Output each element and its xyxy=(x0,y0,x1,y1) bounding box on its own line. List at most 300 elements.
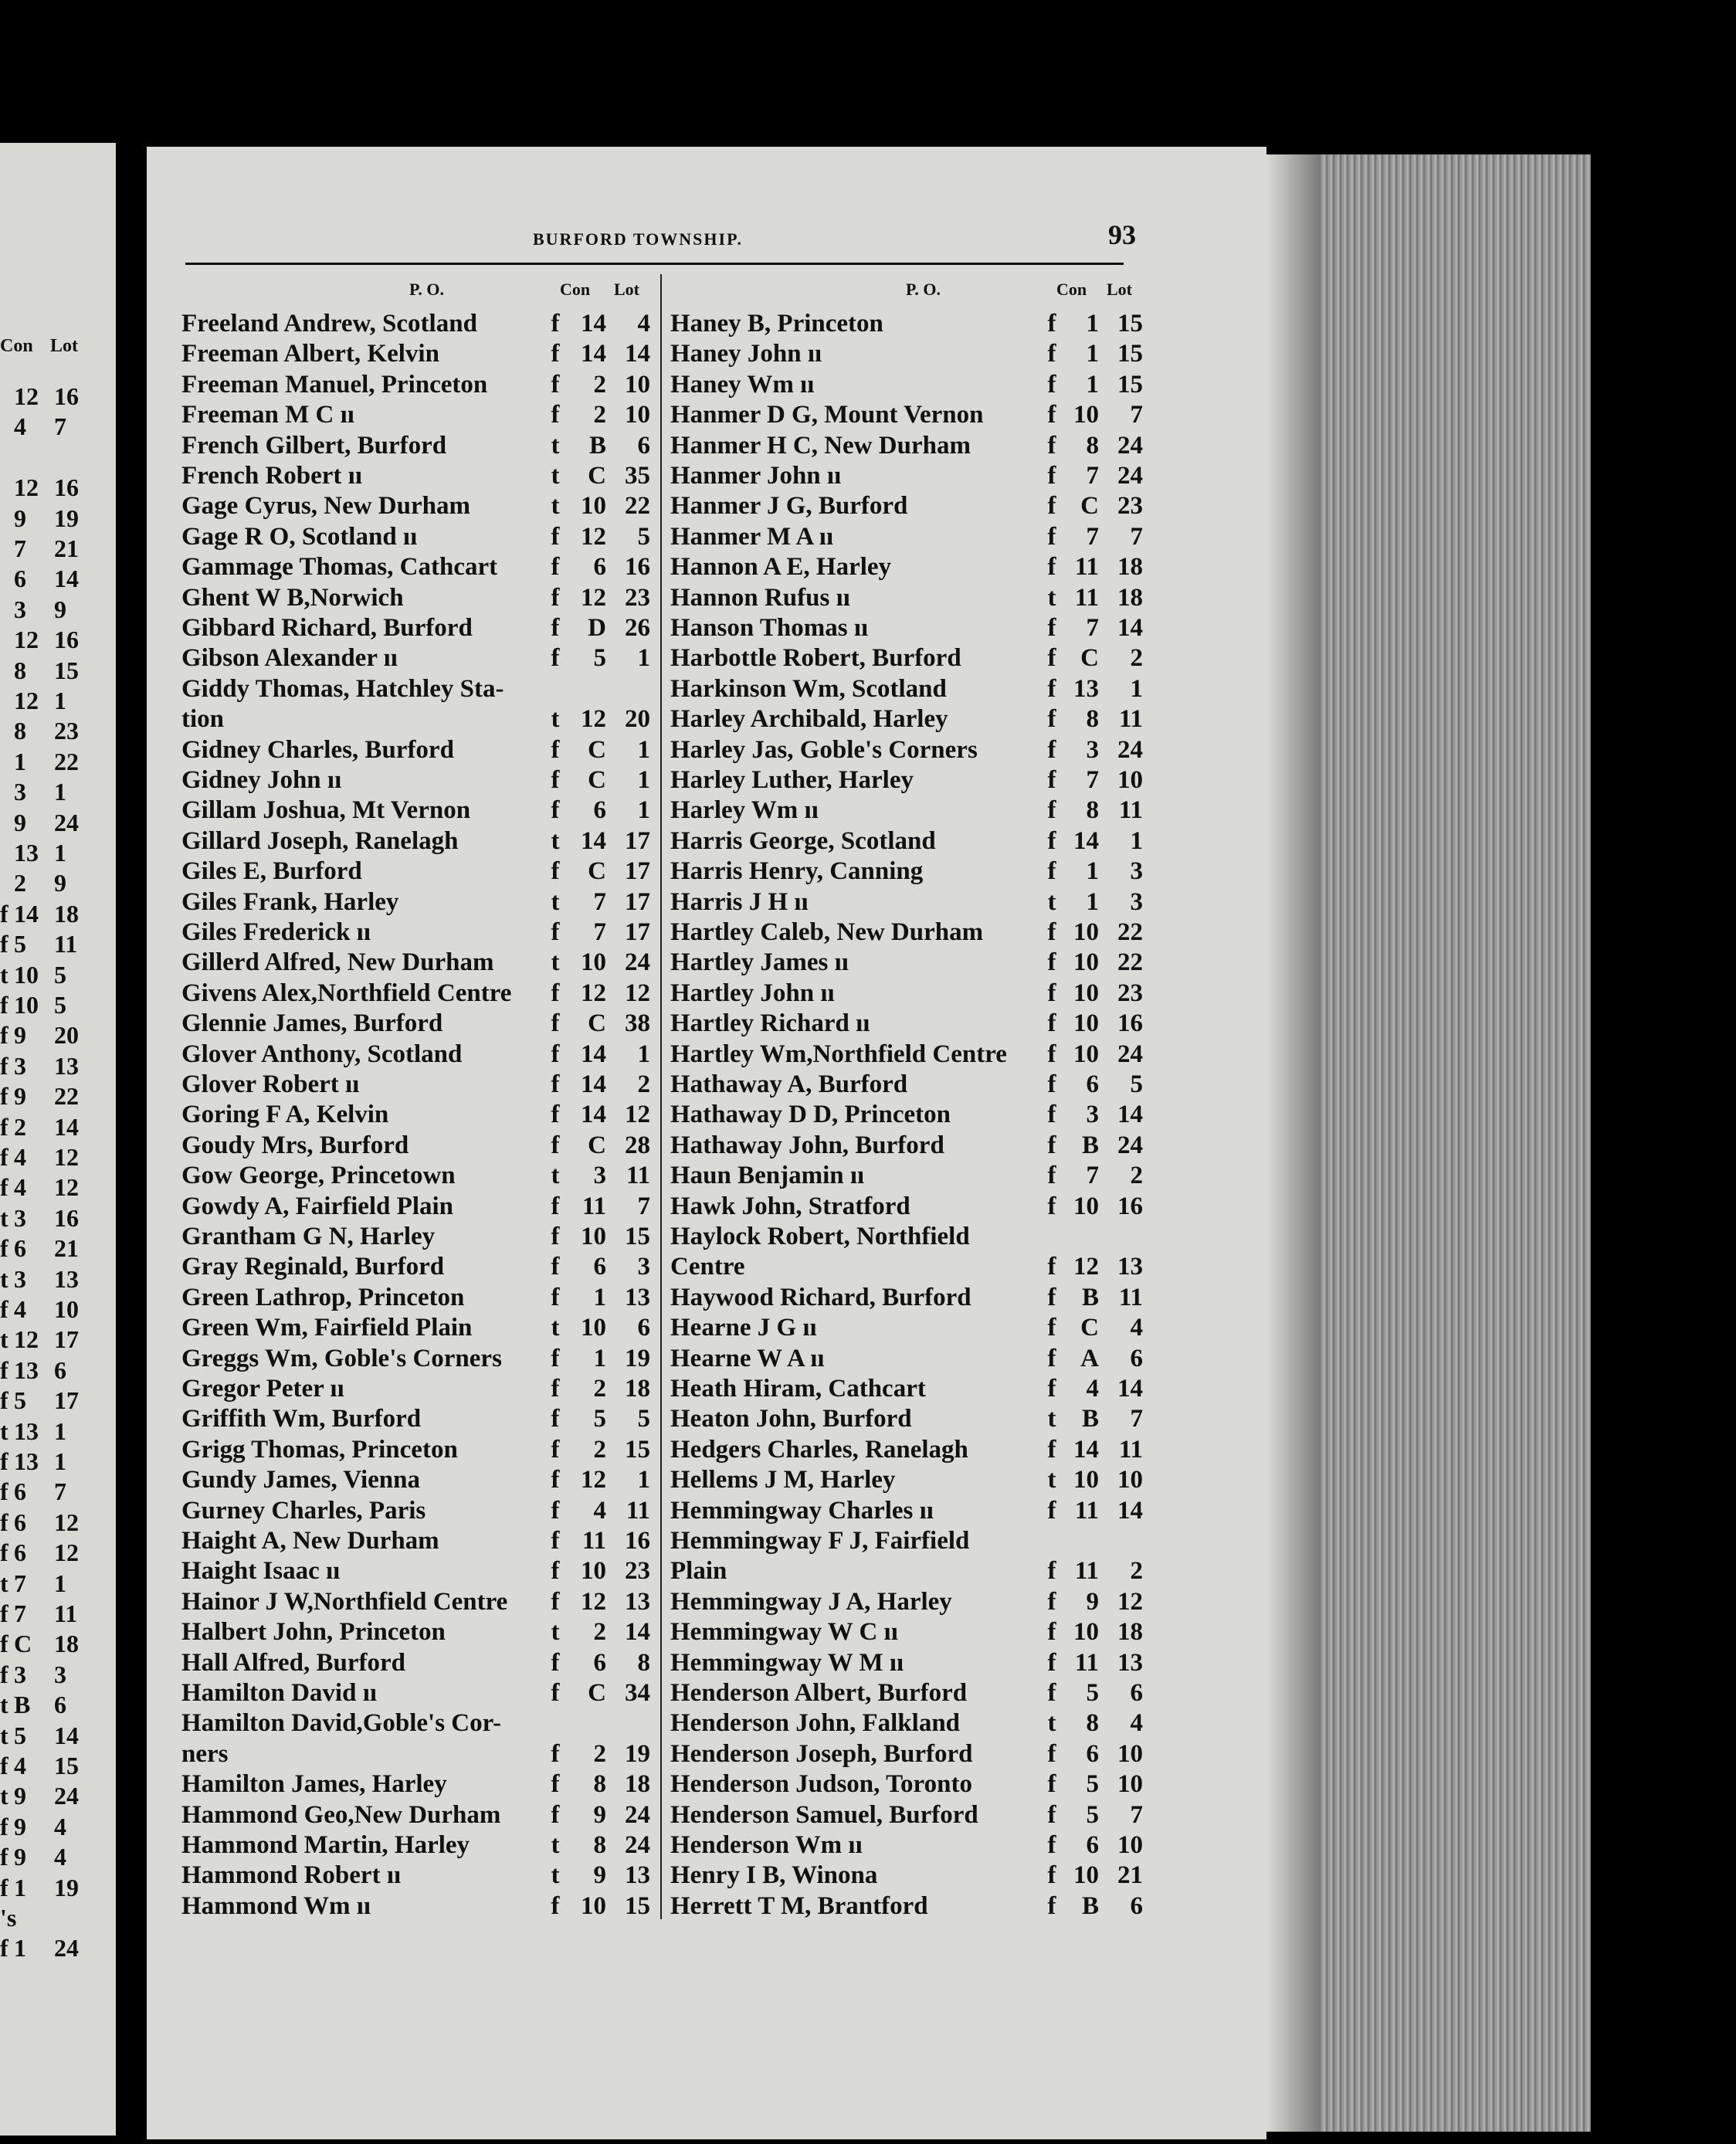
entry-name: ners xyxy=(181,1739,229,1768)
entry-lot: 24 xyxy=(1117,735,1143,764)
entry-concession: 6 xyxy=(1086,1070,1099,1098)
left-page-tenure: f xyxy=(0,991,8,1019)
entry-name: Hannon A E, Harley xyxy=(670,553,892,582)
left-page-concession: 4 xyxy=(14,1173,26,1202)
entry-name: Hammond Geo,New Durham xyxy=(181,1800,501,1829)
entry-concession: 7 xyxy=(1086,614,1099,642)
directory-entry xyxy=(670,1404,1165,1434)
entry-lot: 6 xyxy=(1130,1679,1143,1707)
entry-concession: C xyxy=(588,1131,606,1159)
entry-concession: 10 xyxy=(1073,1040,1099,1068)
entry-concession: 5 xyxy=(593,1405,606,1433)
directory-entry xyxy=(181,522,676,552)
left-page-concession: 3 xyxy=(14,1051,26,1080)
left-page-concession: 6 xyxy=(14,1538,26,1567)
entry-lot: 23 xyxy=(625,1557,650,1586)
directory-entry xyxy=(670,765,1165,796)
left-page-concession: 2 xyxy=(14,1112,26,1141)
left-page-tenure: t xyxy=(0,1203,8,1232)
left-page-con-header: Con xyxy=(0,336,33,356)
directory-entry xyxy=(181,887,676,918)
directory-entry xyxy=(181,613,676,643)
entry-name: Haywood Richard, Burford xyxy=(670,1283,971,1311)
left-page-row xyxy=(0,1021,116,1051)
directory-entry xyxy=(181,309,676,339)
lot-header: Lot xyxy=(614,280,639,299)
left-page-row xyxy=(0,687,116,717)
entry-name: Henderson John, Falkland xyxy=(670,1709,961,1738)
entry-concession: 9 xyxy=(1086,1587,1099,1616)
entry-concession: C xyxy=(1080,1314,1099,1342)
entry-tenure: f xyxy=(1047,340,1056,368)
entry-lot: 8 xyxy=(637,1648,650,1677)
left-page-concession: 4 xyxy=(14,1295,26,1323)
entry-tenure: f xyxy=(1047,674,1056,703)
entry-concession: 9 xyxy=(593,1861,606,1890)
entry-lot: 1 xyxy=(637,1040,650,1068)
left-page-row xyxy=(0,1600,116,1630)
left-page-row xyxy=(0,1295,116,1325)
left-page-lot: 6 xyxy=(54,1691,66,1719)
left-page-concession: 12 xyxy=(14,1325,39,1354)
entry-lot: 20 xyxy=(625,705,650,734)
left-page-row xyxy=(0,565,116,595)
directory-entry xyxy=(670,1739,1165,1769)
entry-name: Haylock Robert, Northfield xyxy=(670,1223,970,1250)
entry-concession: 11 xyxy=(581,1527,606,1555)
left-page-concession: 9 xyxy=(14,1843,26,1871)
entry-concession: D xyxy=(588,614,606,642)
entry-lot: 5 xyxy=(637,522,650,551)
directory-entry xyxy=(670,1496,1165,1526)
con-header: Con xyxy=(560,280,591,299)
entry-concession: 10 xyxy=(1073,979,1099,1007)
left-page-concession: 4 xyxy=(14,412,26,441)
directory-entry xyxy=(181,339,676,369)
entry-lot: 13 xyxy=(625,1861,650,1890)
left-page-concession: 9 xyxy=(14,504,26,532)
entry-lot: 2 xyxy=(1130,1557,1143,1586)
entry-tenure: f xyxy=(551,340,560,368)
entry-tenure: f xyxy=(551,1131,560,1159)
left-page-lot: 16 xyxy=(54,626,79,654)
left-page-row xyxy=(0,809,116,839)
entry-lot: 18 xyxy=(1117,583,1143,612)
entry-lot: 18 xyxy=(1117,553,1143,582)
entry-name: Green Lathrop, Princeton xyxy=(181,1283,465,1311)
entry-concession: 10 xyxy=(581,1314,606,1342)
entry-name: Hamilton David,Goble's Cor- xyxy=(181,1709,502,1738)
entry-lot: 15 xyxy=(1117,340,1143,368)
entry-tenure: t xyxy=(551,887,560,916)
entry-concession: 5 xyxy=(1086,1770,1099,1799)
entry-lot: 18 xyxy=(625,1770,650,1799)
directory-entry xyxy=(670,735,1165,765)
directory-entry xyxy=(670,1161,1165,1191)
left-page-lot: 1 xyxy=(54,839,66,867)
left-page-lot: 12 xyxy=(54,1173,79,1202)
entry-concession: 8 xyxy=(593,1831,606,1859)
directory-entry xyxy=(181,1739,676,1769)
entry-lot: 12 xyxy=(625,1101,650,1129)
left-page-concession: 3 xyxy=(14,1203,26,1232)
entry-lot: 14 xyxy=(1117,1496,1143,1525)
entry-tenure: f xyxy=(551,1435,560,1464)
entry-name: Glover Robert ıı xyxy=(181,1070,360,1098)
left-page-lot: 13 xyxy=(54,1051,79,1080)
directory-entry xyxy=(670,1587,1165,1617)
page-edge-shadow xyxy=(1266,154,1321,2132)
entry-tenure: f xyxy=(551,1223,560,1250)
entry-name: Henderson Wm ıı xyxy=(670,1831,863,1859)
entry-name: Hammond Wm ıı xyxy=(181,1891,371,1920)
entry-lot: 21 xyxy=(1117,1861,1143,1890)
entry-tenure: f xyxy=(551,583,560,612)
entry-concession: 11 xyxy=(1074,553,1099,582)
left-page-concession: 7 xyxy=(14,1569,26,1597)
entry-name: Griffith Wm, Burford xyxy=(181,1405,422,1433)
entry-lot: 12 xyxy=(625,979,650,1007)
left-page-row xyxy=(0,656,116,687)
entry-concession: 8 xyxy=(1086,705,1099,734)
entry-name: French Gilbert, Burford xyxy=(181,431,447,460)
entry-concession: 10 xyxy=(581,948,606,977)
entry-tenure: t xyxy=(551,1831,560,1859)
directory-entry xyxy=(181,1496,676,1526)
entry-name: Henderson Albert, Burford xyxy=(670,1679,968,1707)
left-page-concession: 5 xyxy=(14,1721,26,1749)
left-page-concession: 12 xyxy=(14,382,39,410)
left-page-row xyxy=(0,1356,116,1386)
entry-tenure: f xyxy=(1047,522,1056,551)
left-page-tenure: f xyxy=(0,1143,8,1171)
entry-concession: 11 xyxy=(1074,1496,1099,1525)
entry-name: Gow George, Princetown xyxy=(181,1162,456,1190)
entry-lot: 15 xyxy=(1117,310,1143,338)
po-header: P. O. xyxy=(409,280,445,299)
entry-tenure: t xyxy=(551,431,560,460)
lot-header: Lot xyxy=(1107,280,1132,299)
entry-name: Gillam Joshua, Mt Vernon xyxy=(181,796,471,825)
entry-name: Gage Cyrus, New Durham xyxy=(181,492,470,521)
entry-tenure: f xyxy=(1047,553,1056,582)
entry-name: Heath Hiram, Cathcart xyxy=(670,1375,926,1403)
entry-tenure: f xyxy=(551,1739,560,1768)
directory-entry xyxy=(670,370,1165,400)
entry-lot: 13 xyxy=(1117,1253,1143,1281)
entry-name: Gowdy A, Fairfield Plain xyxy=(181,1192,454,1220)
left-page-tenure: f xyxy=(0,1630,8,1658)
left-page-lot: 16 xyxy=(54,1203,79,1232)
left-page-lot: 9 xyxy=(54,595,66,623)
entry-lot: 6 xyxy=(637,1314,650,1342)
entry-concession: C xyxy=(588,462,606,490)
left-page-concession: 8 xyxy=(14,656,26,684)
entry-tenure: f xyxy=(551,310,560,338)
directory-entry xyxy=(670,1830,1165,1861)
directory-entry xyxy=(670,918,1165,948)
left-page-lot: 23 xyxy=(54,717,79,745)
left-page-concession: 5 xyxy=(14,1386,26,1415)
entry-name: Hammond Robert ıı xyxy=(181,1861,402,1890)
entry-name: Hartley Caleb, New Durham xyxy=(670,918,984,946)
directory-entry xyxy=(181,1040,676,1070)
entry-concession: 10 xyxy=(1073,948,1099,977)
entry-name: Goring F A, Kelvin xyxy=(181,1101,389,1129)
directory-entry xyxy=(181,1648,676,1678)
entry-tenure: t xyxy=(1047,1405,1056,1433)
entry-lot: 23 xyxy=(1117,492,1143,521)
left-page-lot: 16 xyxy=(54,382,79,410)
entry-concession: B xyxy=(1081,1131,1099,1159)
entry-name: Hellems J M, Harley xyxy=(670,1466,896,1494)
directory-entry xyxy=(181,1192,676,1222)
entry-lot: 1 xyxy=(637,735,650,764)
directory-entry xyxy=(181,552,676,582)
left-page-tenure: f xyxy=(0,1873,8,1901)
left-page-tenure: f xyxy=(0,1752,8,1779)
entry-name: Gibson Alexander ıı xyxy=(181,644,398,673)
entry-tenure: f xyxy=(551,401,560,429)
left-page-row xyxy=(0,900,116,930)
directory-entry xyxy=(670,1070,1165,1100)
entry-concession: 12 xyxy=(1073,1253,1099,1281)
entry-concession: 3 xyxy=(1086,1101,1099,1129)
entry-tenure: f xyxy=(551,644,560,673)
entry-tenure: f xyxy=(1047,1557,1056,1586)
left-page-row xyxy=(0,778,116,808)
left-page-lot: 14 xyxy=(54,1112,79,1141)
left-page-row xyxy=(0,1234,116,1264)
entry-tenure: t xyxy=(551,705,560,734)
entry-concession: 11 xyxy=(1074,1648,1099,1677)
directory-entry xyxy=(670,796,1165,826)
entry-tenure: f xyxy=(551,1344,560,1372)
entry-concession: 8 xyxy=(593,1770,606,1799)
entry-concession: 14 xyxy=(581,1070,606,1098)
entry-concession: B xyxy=(1081,1283,1099,1311)
entry-lot: 24 xyxy=(625,1831,650,1859)
entry-name: Heaton John, Burford xyxy=(670,1405,912,1433)
entry-name: Freeland Andrew, Scotland xyxy=(181,310,477,338)
entry-lot: 2 xyxy=(1130,1162,1143,1190)
left-page-concession: 5 xyxy=(14,930,26,958)
entry-concession: B xyxy=(1081,1891,1099,1920)
entry-tenure: f xyxy=(1047,1101,1056,1129)
entry-lot: 35 xyxy=(625,462,650,490)
entry-concession: 10 xyxy=(581,492,606,521)
entry-concession: 1 xyxy=(1086,370,1099,399)
entry-lot: 7 xyxy=(1130,522,1143,551)
entry-tenure: f xyxy=(551,1375,560,1403)
right-column-header xyxy=(670,280,1149,303)
left-page-row xyxy=(0,534,116,565)
directory-entry xyxy=(670,552,1165,582)
entry-concession: 2 xyxy=(593,401,606,429)
left-page-lot: 13 xyxy=(54,1264,79,1293)
left-page-tenure: f xyxy=(0,1447,8,1475)
entry-lot: 2 xyxy=(1130,644,1143,673)
directory-entry xyxy=(181,1617,676,1647)
entry-tenure: f xyxy=(1047,1375,1056,1403)
entry-lot: 7 xyxy=(637,1192,650,1220)
entry-tenure: f xyxy=(1047,826,1056,855)
entry-lot: 24 xyxy=(1117,462,1143,490)
entry-lot: 6 xyxy=(1130,1891,1143,1920)
entry-tenure: f xyxy=(551,796,560,825)
entry-tenure: f xyxy=(1047,1314,1056,1342)
left-page-tenure: f xyxy=(0,1295,8,1323)
entry-concession: 12 xyxy=(581,1466,606,1494)
entry-name: Hamilton David ıı xyxy=(181,1679,378,1707)
entry-lot: 24 xyxy=(1117,431,1143,460)
directory-entry xyxy=(670,1526,1165,1556)
left-page-row xyxy=(0,1691,116,1721)
entry-tenure: f xyxy=(1047,1800,1056,1829)
directory-entry xyxy=(670,979,1165,1009)
left-page-row xyxy=(0,1173,116,1203)
entry-tenure: f xyxy=(551,735,560,764)
entry-tenure: t xyxy=(551,1618,560,1647)
left-page-concession: 12 xyxy=(14,626,39,654)
directory-entry xyxy=(181,765,676,796)
left-page-tenure: f xyxy=(0,1082,8,1111)
entry-lot: 12 xyxy=(1117,1587,1143,1616)
left-page-row xyxy=(0,1052,116,1082)
directory-entry xyxy=(670,857,1165,887)
left-page-lot: 12 xyxy=(54,1143,79,1171)
entry-lot: 1 xyxy=(637,1466,650,1494)
left-page-row xyxy=(0,930,116,960)
left-page-concession: 13 xyxy=(14,839,39,867)
entry-concession: 10 xyxy=(1073,1009,1099,1038)
left-page-row xyxy=(0,1904,116,1934)
entry-lot: 10 xyxy=(1117,1739,1143,1768)
directory-entry xyxy=(181,918,676,948)
entry-tenure: f xyxy=(1047,1679,1056,1707)
entry-concession: 3 xyxy=(1086,735,1099,764)
directory-entry xyxy=(181,826,676,857)
left-page-row xyxy=(0,748,116,778)
directory-entry xyxy=(181,796,676,826)
entry-name: Hemmingway J A, Harley xyxy=(670,1587,952,1616)
left-page-row xyxy=(0,504,116,534)
left-page-row xyxy=(0,1630,116,1660)
entry-concession: 2 xyxy=(593,1375,606,1403)
entry-concession: 7 xyxy=(1086,766,1099,794)
entry-name: Hanmer D G, Mount Vernon xyxy=(670,401,984,429)
entry-name: Glennie James, Burford xyxy=(181,1009,443,1038)
entry-name: Harley Archibald, Harley xyxy=(670,705,948,734)
entry-tenure: f xyxy=(551,1009,560,1038)
directory-entry xyxy=(670,1313,1165,1343)
left-page-row xyxy=(0,869,116,899)
left-page-concession: 8 xyxy=(14,717,26,745)
entry-concession: 1 xyxy=(1086,310,1099,338)
entry-name: Gage R O, Scotland ıı xyxy=(181,522,418,551)
entry-lot: 10 xyxy=(1117,1831,1143,1859)
entry-name: Henderson Judson, Toronto xyxy=(670,1770,972,1799)
directory-entry xyxy=(181,979,676,1009)
directory-entry xyxy=(181,1313,676,1343)
entry-lot: 11 xyxy=(1118,796,1143,825)
left-page-row xyxy=(0,382,116,412)
entry-name: Freeman Albert, Kelvin xyxy=(181,340,439,368)
left-page-lot: 1 xyxy=(54,687,66,714)
entry-concession: 1 xyxy=(1086,887,1099,916)
entry-lot: 17 xyxy=(625,857,650,886)
left-page-row xyxy=(0,1813,116,1843)
entry-name: Haney John ıı xyxy=(670,340,822,368)
entry-tenure: f xyxy=(1047,1770,1056,1799)
entry-name: Hanmer M A ıı xyxy=(670,522,834,551)
entry-name: Hall Alfred, Burford xyxy=(181,1648,405,1677)
left-page-concession: 12 xyxy=(14,687,39,714)
entry-name: Hainor J W,Northfield Centre xyxy=(181,1587,508,1616)
entry-name: Hedgers Charles, Ranelagh xyxy=(670,1435,968,1464)
entry-lot: 7 xyxy=(1130,1405,1143,1433)
entry-name: Hemmingway F J, Fairfield xyxy=(670,1527,970,1555)
left-page-tenure: t xyxy=(0,1264,8,1293)
directory-entry xyxy=(670,1435,1165,1465)
left-page-lot: 11 xyxy=(54,930,78,958)
left-page-lot: 4 xyxy=(54,1812,66,1840)
left-page-concession: 3 xyxy=(14,1660,26,1688)
entry-name: Harris Henry, Canning xyxy=(670,857,924,886)
left-page-row xyxy=(0,1265,116,1295)
entry-lot: 10 xyxy=(1117,1466,1143,1494)
entry-tenure: f xyxy=(551,1557,560,1586)
left-page-lot: 18 xyxy=(54,1630,79,1658)
entry-name: Gidney John ıı xyxy=(181,766,342,794)
left-page-lot: 14 xyxy=(54,1721,79,1749)
entry-lot: 11 xyxy=(1118,1435,1143,1464)
left-page-row xyxy=(0,991,116,1021)
entry-tenure: f xyxy=(1047,1283,1056,1311)
entry-lot: 38 xyxy=(625,1009,650,1038)
entry-name: Henry I B, Winona xyxy=(670,1861,878,1890)
entry-name: Grigg Thomas, Princeton xyxy=(181,1435,458,1464)
entry-tenure: f xyxy=(1047,979,1056,1007)
entry-name: Hemmingway W M ıı xyxy=(670,1648,904,1677)
entry-tenure: t xyxy=(1047,1709,1056,1738)
left-page-tenure: f xyxy=(0,1386,8,1415)
entry-lot: 22 xyxy=(625,492,650,521)
entry-lot: 11 xyxy=(626,1162,650,1190)
entry-tenure: f xyxy=(551,1070,560,1098)
entry-lot: 15 xyxy=(625,1223,650,1250)
left-page-tenure: t xyxy=(0,1325,8,1354)
entry-lot: 18 xyxy=(1117,1618,1143,1647)
entry-lot: 14 xyxy=(625,1618,650,1647)
entry-name: Giles E, Burford xyxy=(181,857,362,886)
left-page-lot: 21 xyxy=(54,534,79,562)
entry-lot: 1 xyxy=(1130,826,1143,855)
left-page-lot: 12 xyxy=(54,1508,79,1536)
entry-lot: 22 xyxy=(1117,948,1143,977)
entry-name: Gidney Charles, Burford xyxy=(181,735,454,764)
entry-name: Haney Wm ıı xyxy=(670,370,815,399)
directory-entry xyxy=(670,1678,1165,1708)
entry-name: Hamilton James, Harley xyxy=(181,1770,447,1799)
directory-entry xyxy=(670,309,1165,339)
entry-concession: 2 xyxy=(593,1618,606,1647)
entry-lot: 10 xyxy=(625,370,650,399)
entry-name: French Robert ıı xyxy=(181,462,363,490)
directory-entry xyxy=(181,1891,676,1922)
directory-entry xyxy=(181,1131,676,1161)
left-page-lot: 5 xyxy=(54,991,66,1019)
